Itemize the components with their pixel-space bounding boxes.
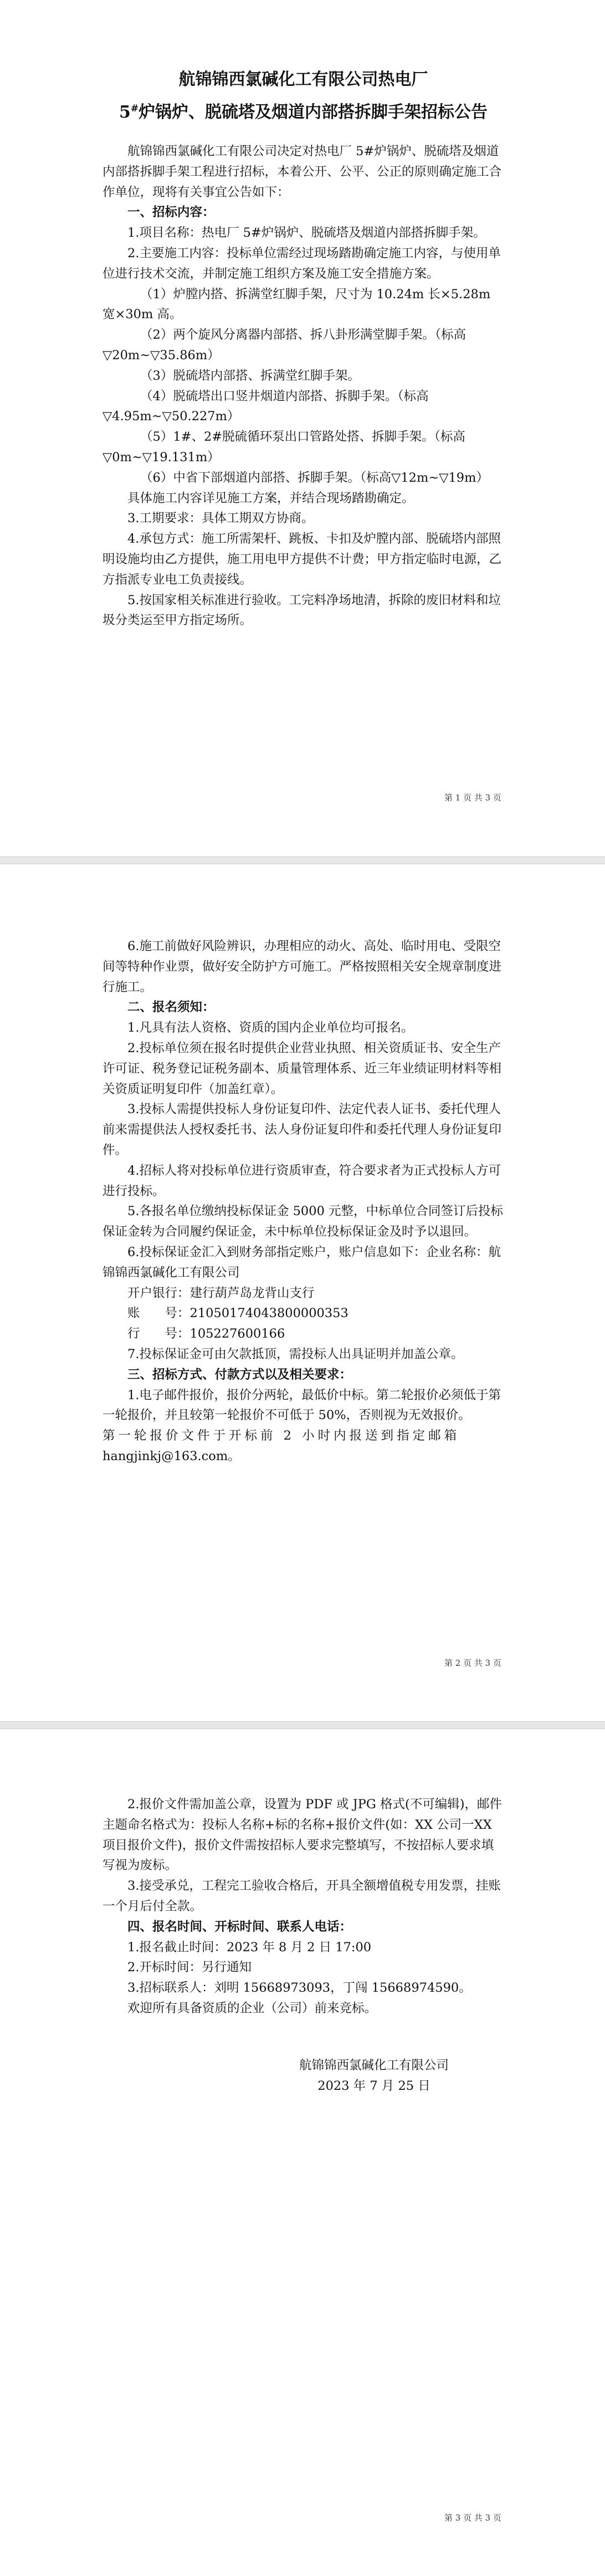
sub-item-5: （5）1#、2#脱硫循环泵出口管路处搭、拆脚手架。（标高▽0m~▽19.131m） [102, 430, 465, 465]
page-3-body [102, 1794, 504, 2019]
account-number: 账 号：2105017404380000035​3 [127, 1306, 348, 1321]
req-3: 3.投标人需提供投标人身份证复印件、法定代表人证书、委托代理人前来需提供法人授权委托书、法人身份证复印件和委托代理人身份证复印件。 [102, 1102, 502, 1157]
issue-date: 2023 年 7 月 25 日 [317, 2079, 430, 2093]
sub-item-4: （4）脱硫塔出口竖井烟道内部搭、拆脚手架。（标高▽4.95m~▽50.227m） [102, 389, 429, 424]
page-1 [0, 0, 605, 856]
page-2 [0, 864, 605, 1721]
item-1: 1.项目名称：热电厂 5#炉锅炉、脱硫塔及烟道内部搭拆脚手架。 [127, 226, 486, 241]
opening-time: 2.开标时间：另行通知 [127, 1960, 252, 1975]
deadline: 1.报名截止时间：2023 年 8 月 2 日 17:00 [127, 1940, 372, 1955]
issuer-company: 航锦锦西氯碱化工有限公司 [299, 2058, 449, 2073]
sub-item-3: （3）脱硫塔内部搭、拆满堂红脚手架。 [140, 368, 360, 383]
item-4: 4.承包方式：施工所需架杆、跳板、卡扣及炉膛内部、脱硫塔内部照明设施均由乙方提供，施工用电甲方提供不计费；甲方指定临时电源，乙方指派专业电工负责接线。 [102, 532, 502, 587]
page-number-1: 第 1 页 共 3 页 [444, 793, 501, 803]
section-heading-2: 二、报名须知： [127, 1000, 215, 1015]
section-heading-4: 四、报名时间、开标时间、联系人电话： [127, 1919, 352, 1934]
item-6: 6.施工前做好风险辨识，办理相应的动火、高处、临时用电、受限空间等特种作业票，做好安全防护方可施工。严格按照相关安全规章制度进行施工。 [102, 939, 502, 994]
req-6: 6.投标保证金汇入到财务部指定账户，账户信息如下：企业名称：航锦锦西氯碱化工有限公司 [102, 1244, 501, 1280]
page-separator-2 [0, 1721, 605, 1729]
signature-block [283, 2055, 465, 2096]
item-5: 5.按国家相关标准进行验收。工完料净场地清，拆除的废旧材料和垃圾分类运至甲方指定场所。 [102, 593, 501, 628]
req-2: 2.投标单位须在报名时提供企业营业执照、相关资质证书、安全生产许可证、税务登记证税务副本、质量管理体系、近三年业绩证明材料等相关资质证明复印件（加盖红章）。 [102, 1040, 502, 1096]
req-4: 4.招标人将对投标单位进行资质审查，符合要求者为正式投标人方可进行投标。 [102, 1163, 501, 1198]
page-number-2: 第 2 页 共 3 页 [444, 1658, 501, 1668]
page-3 [0, 1729, 605, 2576]
contacts: 3.招标联系人：刘明 15668973093，丁闯 15668974590。 [127, 1981, 471, 1996]
bank-name: 开户银行：建行葫芦岛龙背山支行 [127, 1286, 315, 1300]
item-3: 3.工期要求：具体工期双方协商。 [127, 511, 314, 526]
page-number-3: 第 3 页 共 3 页 [444, 2513, 501, 2523]
page-1-body [102, 65, 504, 631]
section-heading-3: 三、招标方式、付款方式以及相关要求： [127, 1367, 352, 1382]
welcome-note: 欢迎所有具备资质的企业（公司）前来竞标。 [127, 2001, 377, 2016]
detail-note: 具体施工内容详见施工方案，并结合现场踏勘确定。 [127, 491, 414, 506]
req-1: 1.凡具有法人资格、资质的国内企业单位均可报名。 [127, 1021, 414, 1035]
method-3: 3.接受承兑，工程完工验收合格后，开具全额增值税专用发票，挂账一个月后付全款。 [102, 1879, 501, 1914]
submission-email: hangjinkj@163.com。 [102, 1448, 240, 1463]
notice-title-line2 [102, 94, 504, 127]
page-2-body [102, 936, 504, 1467]
method-2: 2.报价文件需加盖公章，设置为 PDF 或 JPG 格式(不可编辑)，邮件主题命名格式为：投标人名称+标的名称+报价文件(如：XX 公司一XX 项目报价文件)，报价文件需按招标人要求完整填写，不按招标人要求填写视为废标。 [102, 1797, 503, 1873]
sub-item-2: （2）两个旋风分离器内部搭、拆八卦形满堂脚手架。（标高▽20m~▽35.86m） [102, 328, 466, 363]
sub-item-6: （6）中省下部烟道内部搭、拆脚手架。（标高▽12m~▽19m） [140, 470, 489, 485]
intro-paragraph: 航锦锦西氯碱化工有限公司决定对热电厂 5#炉锅炉、脱硫塔及烟道内部搭拆脚手架工程进行招标，本着公开、公平、公正的原则确定施工合作单位，现将有关事宜公告如下： [102, 144, 502, 200]
req-7: 7.投标保证金可由欠款抵顶，需投标人出具证明并加盖公章。 [127, 1346, 464, 1361]
page-separator-1 [0, 856, 605, 864]
notice-title-line1: 航锦锦西氯碱化工有限公司热电厂 [178, 70, 428, 89]
method-1-submission: 第一轮报价文件于开标前 2 小时内报送到指定邮箱 [102, 1429, 460, 1443]
title-furnace-number: 5 [119, 103, 131, 122]
title-hash-mark: # [130, 103, 139, 114]
bank-line-number: 行 号：105227600166 [127, 1327, 285, 1341]
sub-item-1: （1）炉膛内搭、拆满堂红脚手架，尺寸为 10.24m 长×5.28m 宽×30m 高。 [102, 287, 491, 322]
method-1: 1.电子邮件报价，报价分两轮，最低价中标。第二轮报价必须低于第一轮报价，并且较第一轮报价不可低于 50%，否则视为无效报价。 [102, 1388, 501, 1423]
req-5: 5.各报名单位缴纳投标保证金 5000 元整，中标单位合同签订后投标保证金转为合同履约保证金，未中标单位投标保证金及时予以退回。 [102, 1204, 504, 1239]
title-rest: 炉锅炉、脱硫塔及烟道内部搭拆脚手架招标公告 [139, 103, 488, 122]
section-heading-1: 一、招标内容： [127, 205, 215, 220]
item-2: 2.主要施工内容：投标单位需经过现场踏勘确定施工内容，与使用单位进行技术交流，并制定施工组织方案及施工安全措施方案。 [102, 246, 501, 281]
